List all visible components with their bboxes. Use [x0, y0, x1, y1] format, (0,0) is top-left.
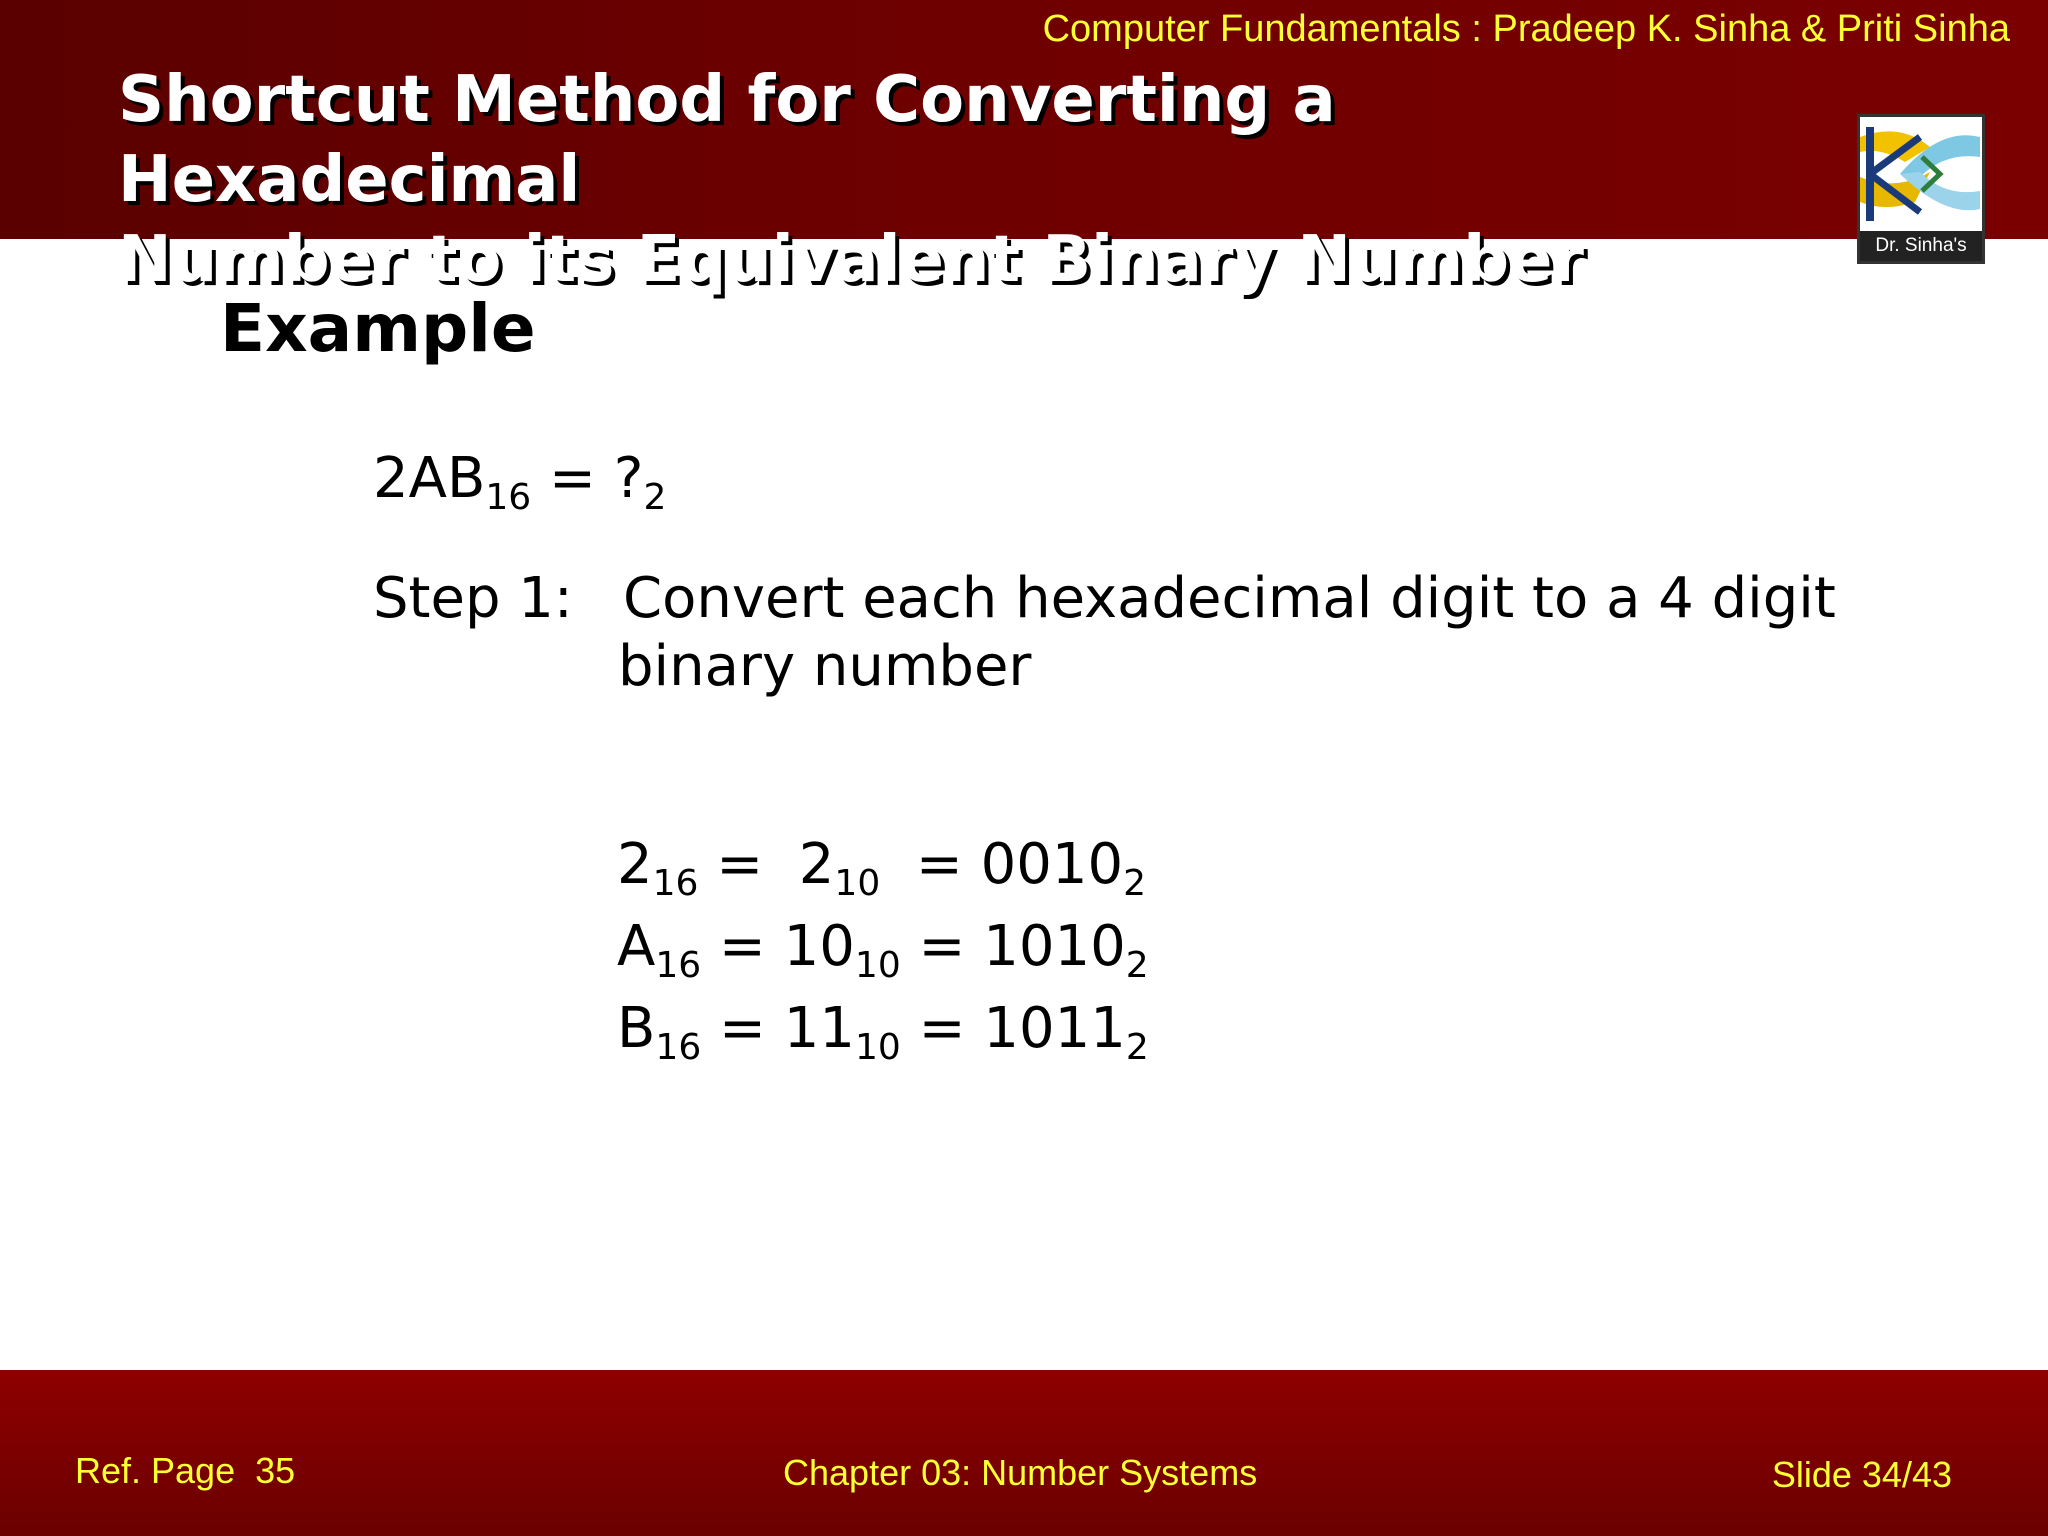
- question-expression: [373, 446, 667, 518]
- decimal-value: 10: [783, 914, 855, 979]
- step-1-line-1: Convert each hexadecimal digit to a 4 digit: [623, 566, 1836, 631]
- conversion-row-a: [617, 914, 1149, 986]
- decimal-value: 11: [783, 996, 856, 1061]
- decimal-base: 10: [855, 1027, 901, 1068]
- slide-title: [118, 60, 1818, 300]
- decimal-base: 10: [834, 863, 881, 904]
- question-hex-base: 16: [485, 477, 532, 518]
- author-credit: Computer Fundamentals : Pradeep K. Sinha & Priti Sinha: [1042, 8, 2010, 50]
- slide-number: Slide 34/43: [1771, 1454, 1952, 1495]
- question-equals: = ?: [548, 446, 644, 511]
- hex-digit: A: [617, 914, 656, 979]
- equals-sign: =: [698, 832, 799, 897]
- step-1-line-2: binary number: [618, 634, 1032, 699]
- hex-base: 16: [655, 1027, 702, 1068]
- equals-sign: =: [701, 914, 784, 979]
- equals-sign: =: [900, 996, 984, 1061]
- step-1: [373, 565, 1836, 701]
- binary-value: 1011: [983, 996, 1126, 1061]
- logo-graphic-icon: [1860, 117, 1982, 231]
- binary-value: 0010: [980, 832, 1124, 897]
- hex-digit: B: [617, 996, 656, 1061]
- equals-sign: =: [880, 832, 981, 897]
- equals-sign: =: [701, 996, 784, 1061]
- decimal-base: 10: [854, 945, 901, 986]
- dr-sinha-logo: [1857, 114, 1985, 264]
- conversion-row-b: [617, 996, 1149, 1068]
- footer-bar: [0, 1370, 2048, 1536]
- question-hex-value: 2AB: [373, 446, 486, 511]
- step-1-label: Step 1:: [373, 566, 573, 631]
- hex-digit: 2: [617, 832, 653, 897]
- title-line-1: Shortcut Method for Converting a Hexadecimal: [118, 63, 1336, 217]
- binary-value: 1010: [983, 914, 1126, 979]
- example-heading: Example: [220, 290, 536, 367]
- conversion-row-2: [617, 832, 1146, 904]
- hex-base: 16: [655, 945, 702, 986]
- hex-base: 16: [652, 863, 699, 904]
- decimal-value: 2: [798, 832, 835, 897]
- reference-page: Ref. Page 35: [75, 1450, 296, 1491]
- logo-label: Dr. Sinha's: [1860, 231, 1982, 261]
- chapter-title: Chapter 03: Number Systems: [783, 1452, 1258, 1493]
- equals-sign: =: [900, 914, 984, 979]
- question-result-base: 2: [643, 477, 667, 518]
- title-line-2: Number to its Equivalent Binary Number: [118, 223, 1584, 297]
- binary-base: 2: [1125, 945, 1149, 986]
- binary-base: 2: [1123, 863, 1146, 904]
- binary-base: 2: [1125, 1027, 1149, 1068]
